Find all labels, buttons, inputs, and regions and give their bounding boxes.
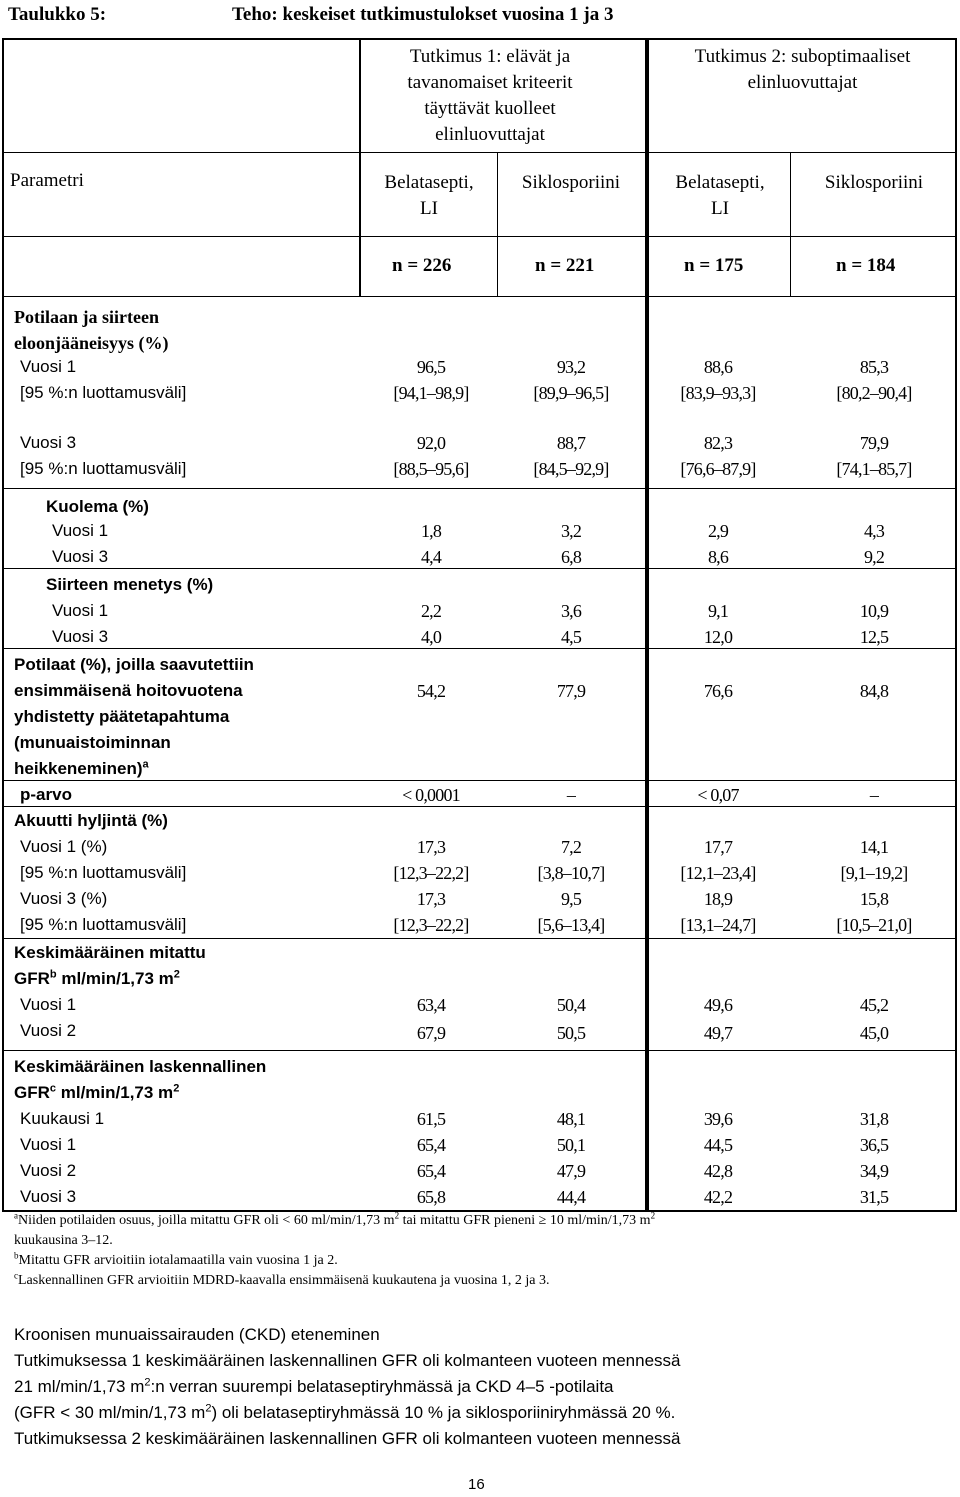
label-rej-y3: Vuosi 3 (%) bbox=[20, 889, 108, 908]
value-mg-y1-col2: 50,4 bbox=[556, 995, 586, 1015]
value-mg-y2-col3: 49,7 bbox=[703, 1023, 733, 1043]
value-rej-ci1-col1: [12,3–22,2] bbox=[393, 863, 469, 883]
value-cg-y2-col3: 42,8 bbox=[703, 1161, 733, 1181]
label-s-y1: Vuosi 1 bbox=[20, 357, 77, 376]
value-cg-m1-col4: 31,8 bbox=[859, 1109, 889, 1129]
col1-header: Belatasepti, LI bbox=[384, 172, 474, 219]
body-line-4: Tutkimuksessa 2 keskimääräinen laskennallinen GFR oli kolmanteen vuoteen mennessä bbox=[14, 1429, 681, 1448]
value-rej-y3-col2: 9,5 bbox=[560, 889, 582, 909]
col3-header: Belatasepti, LI bbox=[675, 172, 765, 219]
value-rej-y1-col1: 17,3 bbox=[416, 837, 446, 857]
value-cg-y2-col1: 65,4 bbox=[416, 1161, 446, 1181]
value-s-ci1-col3: [83,9–93,3] bbox=[680, 383, 756, 403]
value-l-y3-col1: 4,0 bbox=[420, 627, 442, 647]
value-rej-ci1-col3: [12,1–23,4] bbox=[680, 863, 756, 883]
study1-header: Tutkimus 1: elävät ja tavanomaiset kriteerit täyttävät kuolleet elinluovuttajat bbox=[407, 46, 573, 145]
label-cg-y1: Vuosi 1 bbox=[20, 1135, 77, 1154]
label-mgfr-1: Keskimääräinen mitattu bbox=[14, 943, 206, 962]
value-cg-m1-col1: 61,5 bbox=[416, 1109, 446, 1129]
value-d-y3-col4: 9,2 bbox=[863, 547, 885, 567]
value-rej-ci3-col1: [12,3–22,2] bbox=[393, 915, 469, 935]
label-comp-2: ensimmäisenä hoitovuotena bbox=[14, 681, 243, 700]
label-l-y1: Vuosi 1 bbox=[52, 601, 109, 620]
value-rej-ci3-col2: [5,6–13,4] bbox=[537, 915, 605, 935]
value-rej-y3-col3: 18,9 bbox=[703, 889, 733, 909]
label-cgfr-2: GFR$^c$ ml/min/1,73 $m^2$ bbox=[14, 1082, 180, 1102]
n-col2: n = 221 bbox=[535, 255, 595, 276]
value-cg-m1-col2: 48,1 bbox=[556, 1109, 586, 1129]
study2-header: Tutkimus 2: suboptimaaliset elinluovuttajat bbox=[694, 46, 911, 93]
value-cg-y3-col4: 31,5 bbox=[859, 1187, 889, 1207]
value-mg-y2-col1: 67,9 bbox=[416, 1023, 446, 1043]
value-cg-y1-col2: 50,1 bbox=[556, 1135, 586, 1155]
value-rej-ci3-col4: [10,5–21,0] bbox=[836, 915, 912, 935]
label-s-ci3: [95 %:n luottamusväli] bbox=[20, 459, 187, 478]
value-cg-y1-col3: 44,5 bbox=[703, 1135, 733, 1155]
label-d-y1: Vuosi 1 bbox=[52, 521, 109, 540]
value-cg-y3-col3: 42,2 bbox=[703, 1187, 733, 1207]
label-rej-ci1: [95 %:n luottamusväli] bbox=[20, 863, 187, 882]
label-s-y3: Vuosi 3 bbox=[20, 433, 77, 452]
label-death: Kuolema (%) bbox=[46, 497, 149, 516]
caption-title: Teho: keskeiset tutkimustulokset vuosina 1 ja 3 bbox=[232, 4, 614, 25]
label-loss: Siirteen menetys (%) bbox=[46, 575, 214, 594]
value-d-y1-col3: 2,9 bbox=[707, 521, 729, 541]
footnote-a-cont: kuukausina 3–12. bbox=[14, 1233, 113, 1248]
label-cg-y2: Vuosi 2 bbox=[20, 1161, 77, 1180]
label-s-ci1: [95 %:n luottamusväli] bbox=[20, 383, 187, 402]
value-d-y1-col4: 4,3 bbox=[863, 521, 885, 541]
value-s-y3-col3: 82,3 bbox=[703, 433, 733, 453]
value-s-ci3-col4: [74,1–85,7] bbox=[836, 459, 912, 479]
value-pval-col4: – bbox=[869, 785, 879, 805]
value-d-y3-col3: 8,6 bbox=[707, 547, 729, 567]
value-mg-y2-col4: 45,0 bbox=[859, 1023, 889, 1043]
value-rej-y1-col4: 14,1 bbox=[859, 837, 889, 857]
value-l-y1-col3: 9,1 bbox=[707, 601, 729, 621]
value-s-ci3-col3: [76,6–87,9] bbox=[680, 459, 756, 479]
label-mg-y1: Vuosi 1 bbox=[20, 995, 77, 1014]
value-cg-y2-col2: 47,9 bbox=[556, 1161, 586, 1181]
label-pval: p-arvo bbox=[20, 785, 72, 804]
label-comp-3: yhdistetty päätetapahtuma bbox=[14, 707, 230, 726]
label-comp-5: heikkeneminen)$^a$ bbox=[14, 758, 149, 778]
value-l-y1-col2: 3,6 bbox=[560, 601, 582, 621]
value-comp-col1: 54,2 bbox=[416, 681, 446, 701]
body-line-2: 21 ml/min/1,73 $m^2:n$ verran suurempi belataseptiryhmässä ja CKD 4–5 -potilaita bbox=[14, 1376, 614, 1396]
label-rej-y1: Vuosi 1 (%) bbox=[20, 837, 108, 856]
label-cg-m1: Kuukausi 1 bbox=[20, 1109, 105, 1128]
label-mg-y2: Vuosi 2 bbox=[20, 1021, 77, 1040]
value-pval-col3: < 0,07 bbox=[697, 785, 739, 805]
value-cg-y3-col2: 44,4 bbox=[556, 1187, 586, 1207]
value-s-ci3-col1: [88,5–95,6] bbox=[393, 459, 469, 479]
value-l-y3-col3: 12,0 bbox=[703, 627, 733, 647]
value-cg-y2-col4: 34,9 bbox=[859, 1161, 889, 1181]
value-comp-col2: 77,9 bbox=[556, 681, 586, 701]
value-cg-y1-col4: 36,5 bbox=[859, 1135, 889, 1155]
body-line-1: Tutkimuksessa 1 keskimääräinen laskennallinen GFR oli kolmanteen vuoteen mennessä bbox=[14, 1351, 681, 1370]
value-d-y3-col2: 6,8 bbox=[560, 547, 582, 567]
label-comp-4: (munuaistoiminnan bbox=[14, 733, 171, 752]
label-survival-1: Potilaan ja siirteen bbox=[14, 307, 159, 327]
value-rej-ci1-col2: [3,8–10,7] bbox=[537, 863, 605, 883]
value-mg-y1-col1: 63,4 bbox=[416, 995, 446, 1015]
value-comp-col4: 84,8 bbox=[859, 681, 889, 701]
value-pval-col1: < 0,0001 bbox=[402, 785, 460, 805]
parameter-header: Parametri bbox=[10, 170, 84, 191]
value-s-y1-col2: 93,2 bbox=[556, 357, 586, 377]
value-mg-y1-col4: 45,2 bbox=[859, 995, 889, 1015]
label-survival-2: eloonjääneisyys (%) bbox=[14, 333, 169, 353]
value-s-ci3-col2: [84,5–92,9] bbox=[533, 459, 609, 479]
label-l-y3: Vuosi 3 bbox=[52, 627, 109, 646]
value-l-y1-col4: 10,9 bbox=[859, 601, 889, 621]
col2-header: Siklosporiini bbox=[521, 172, 621, 193]
body-line-3: (GFR < 30 ml/min/1,73 $m^2$) oli belataseptiryhmässä 10 % ja siklosporiiniryhmässä 20 %. bbox=[14, 1402, 676, 1422]
value-l-y3-col4: 12,5 bbox=[859, 627, 889, 647]
value-l-y1-col1: 2,2 bbox=[420, 601, 442, 621]
n-col4: n = 184 bbox=[836, 255, 896, 276]
value-s-y1-col1: 96,5 bbox=[416, 357, 446, 377]
value-s-y3-col1: 92,0 bbox=[416, 433, 446, 453]
caption-label: Taulukko 5: bbox=[8, 4, 107, 25]
value-s-ci1-col2: [89,9–96,5] bbox=[533, 383, 609, 403]
value-s-ci1-col1: [94,1–98,9] bbox=[393, 383, 469, 403]
value-rej-y3-col1: 17,3 bbox=[416, 889, 446, 909]
value-cg-y1-col1: 65,4 bbox=[416, 1135, 446, 1155]
value-l-y3-col2: 4,5 bbox=[560, 627, 582, 647]
value-comp-col3: 76,6 bbox=[703, 681, 733, 701]
value-cg-m1-col3: 39,6 bbox=[703, 1109, 733, 1129]
value-cg-y3-col1: 65,8 bbox=[416, 1187, 446, 1207]
label-rej-ci3: [95 %:n luottamusväli] bbox=[20, 915, 187, 934]
footnote-c: $^c$Laskennallinen GFR arvioitiin MDRD-kaavalla ensimmäisenä kuukautena ja vuosina 1, 2 ja 3. bbox=[14, 1270, 550, 1288]
col4-header: Siklosporiini bbox=[824, 172, 924, 193]
page-number: 16 bbox=[468, 1476, 485, 1493]
value-s-ci1-col4: [80,2–90,4] bbox=[836, 383, 912, 403]
label-cgfr-1: Keskimääräinen laskennallinen bbox=[14, 1057, 267, 1076]
footnote-b: $^b$Mitattu GFR arvioitiin iotalamaatilla vain vuosina 1 ja 2. bbox=[14, 1250, 338, 1268]
label-comp-1: Potilaat (%), joilla saavutettiin bbox=[14, 655, 254, 674]
value-s-y3-col2: 88,7 bbox=[556, 433, 586, 453]
label-d-y3: Vuosi 3 bbox=[52, 547, 109, 566]
value-mg-y1-col3: 49,6 bbox=[703, 995, 733, 1015]
value-s-y1-col3: 88,6 bbox=[703, 357, 733, 377]
value-d-y1-col2: 3,2 bbox=[560, 521, 582, 541]
value-rej-ci1-col4: [9,1–19,2] bbox=[840, 863, 908, 883]
label-mgfr-2: GFR$^b$ ml/min/1,73 $m^2$ bbox=[14, 968, 180, 988]
value-rej-y1-col2: 7,2 bbox=[560, 837, 582, 857]
footnote-a: $^a$Niiden potilaiden osuus, joilla mitattu GFR oli < 60 ml/min/1,73 $m^2$ tai mitattu GFR pieneni ≥ 10 ml/min/1,73 $m^2$ bbox=[14, 1210, 656, 1228]
value-d-y3-col1: 4,4 bbox=[420, 547, 442, 567]
value-pval-col2: – bbox=[566, 785, 576, 805]
value-mg-y2-col2: 50,5 bbox=[556, 1023, 586, 1043]
section-heading: Kroonisen munuaissairauden (CKD) eteneminen bbox=[14, 1325, 380, 1344]
label-rejection: Akuutti hyljintä (%) bbox=[14, 811, 168, 830]
value-d-y1-col1: 1,8 bbox=[420, 521, 442, 541]
label-cg-y3: Vuosi 3 bbox=[20, 1187, 77, 1206]
value-rej-y3-col4: 15,8 bbox=[859, 889, 889, 909]
value-rej-ci3-col3: [13,1–24,7] bbox=[680, 915, 756, 935]
value-s-y3-col4: 79,9 bbox=[859, 433, 889, 453]
n-col1: n = 226 bbox=[392, 255, 452, 276]
n-col3: n = 175 bbox=[684, 255, 744, 276]
value-s-y1-col4: 85,3 bbox=[859, 357, 889, 377]
value-rej-y1-col3: 17,7 bbox=[703, 837, 733, 857]
